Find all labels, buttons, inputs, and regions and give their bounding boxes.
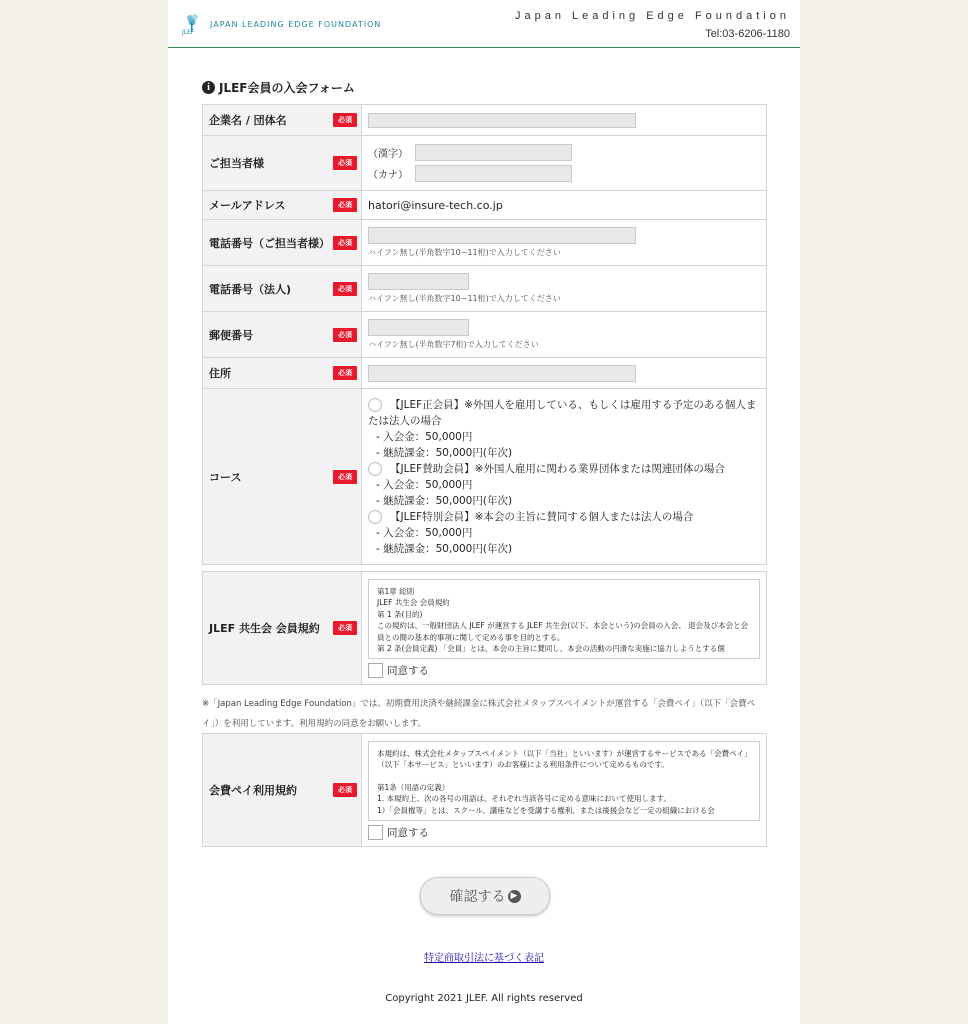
- kana-label: （カナ）: [368, 170, 408, 181]
- contact-kana-input[interactable]: [415, 165, 572, 182]
- row-member-terms: [203, 572, 767, 685]
- logo[interactable]: [182, 12, 381, 36]
- signup-form-table: [202, 104, 767, 565]
- row-pay-terms: [203, 734, 767, 847]
- course-support-title: 【JLEF賛助会員】※外国人雇用に関わる業界団体または関連団体の場合: [390, 462, 725, 475]
- row-contact: [203, 136, 767, 191]
- required-badge: 必須: [333, 470, 357, 484]
- arrow-right-icon: ▶: [508, 890, 521, 903]
- member-terms-agree-label: 同意する: [387, 664, 429, 677]
- logo-text: JAPAN LEADING EDGE FOUNDATION: [210, 19, 382, 29]
- course-option-special[interactable]: [368, 509, 760, 525]
- page: [168, 0, 800, 1024]
- row-course: [203, 389, 767, 565]
- form-title: [202, 79, 355, 96]
- required-badge: 必須: [333, 366, 357, 380]
- required-badge: 必須: [333, 236, 357, 250]
- row-address: [203, 358, 767, 389]
- email-label: メールアドレス: [209, 199, 286, 212]
- phone-corp-hint: ハイフン無し(半角数字10~11桁)で入力してください: [368, 294, 561, 303]
- member-terms-label: JLEF 共生会 会員規約: [209, 622, 320, 635]
- required-badge: 必須: [333, 621, 357, 635]
- phone-number: Tel:03-6206-1180: [705, 28, 790, 40]
- form-title-text: JLEF会員の入会フォーム: [219, 81, 355, 95]
- address-input[interactable]: [368, 365, 636, 382]
- pay-terms-line: 1）「会員権等」とは、スクール、講座などを受講する権利、または後援会など一定の組織における会: [377, 805, 715, 815]
- radio-special[interactable]: [368, 510, 382, 524]
- pay-terms-table: [202, 733, 767, 847]
- contact-label: ご担当者様: [209, 157, 264, 170]
- course-option-regular[interactable]: [368, 397, 760, 429]
- course-special-title: 【JLEF特別会員】※本会の主旨に賛同する個人または法人の場合: [390, 510, 694, 523]
- postal-hint: ハイフン無し(半角数字7桁)で入力してください: [368, 340, 539, 349]
- kanji-label: （漢字）: [368, 149, 408, 160]
- phone-contact-label: 電話番号（ご担当者様）: [209, 236, 330, 250]
- phone-corp-label: 電話番号（法人): [209, 282, 292, 296]
- confirm-button-label: 確認する: [449, 889, 506, 905]
- member-terms-agree[interactable]: [368, 663, 760, 678]
- required-badge: 必須: [333, 113, 357, 127]
- company-input[interactable]: [368, 113, 636, 128]
- commercial-law-link[interactable]: 特定商取引法に基づく表記: [424, 953, 544, 964]
- course-special-fee1: - 入会金：50,000円: [376, 526, 473, 539]
- course-label: コース: [209, 470, 242, 484]
- member-terms-line: 第1章 総則: [377, 586, 415, 596]
- member-terms-line: この規約は、一般財団法人 JLEF が運営する JLEF 共生会(以下、本会という)の会員の入会、 退会及び本会と会員との間の基本的事項に関して定める事を目的とする。: [377, 621, 749, 642]
- required-badge: 必須: [333, 783, 357, 797]
- member-terms-line: 第 1 条(目的): [377, 609, 423, 619]
- postal-input[interactable]: [368, 319, 469, 336]
- pay-terms-agree[interactable]: [368, 825, 760, 840]
- address-label: 住所: [209, 367, 231, 380]
- pay-terms-label: 会費ペイ利用規約: [209, 784, 297, 797]
- pay-terms-agree-label: 同意する: [387, 826, 429, 839]
- required-badge: 必須: [333, 282, 357, 296]
- member-terms-line: JLEF 共生会 会員規約: [377, 598, 450, 607]
- row-phone-corp: [203, 266, 767, 312]
- member-terms-table: [202, 571, 767, 685]
- required-badge: 必須: [333, 156, 357, 170]
- row-postal: [203, 312, 767, 358]
- pay-terms-line: 第1条（用語の定義）: [377, 782, 450, 792]
- company-label: 企業名 / 団体名: [209, 114, 287, 127]
- course-regular-title: 【JLEF正会員】※外国人を雇用している、もしくは雇用する予定のある個人または法人の場合: [368, 398, 757, 427]
- phone-contact-input[interactable]: [368, 227, 636, 244]
- member-terms-checkbox[interactable]: [368, 663, 383, 678]
- confirm-button[interactable]: [420, 877, 550, 915]
- phone-contact-hint: ハイフン無し(半角数字10~11桁)で入力してください: [368, 248, 561, 257]
- email-value[interactable]: hatori@insure-tech.co.jp: [368, 198, 503, 212]
- contact-kanji-input[interactable]: [415, 144, 572, 161]
- payment-note: ※「Japan Leading Edge Foundation」では、初期費用決済や継続課金に株式会社メタップスペイメントが運営する「会費ペイ」（以下「会費ペイ」）を利用しています。利用規約の同意をお願いします。: [202, 699, 756, 729]
- member-terms-box[interactable]: [368, 579, 760, 659]
- course-regular-fee1: - 入会金：50,000円: [376, 430, 473, 443]
- org-name: Japan Leading Edge Foundation: [514, 10, 790, 22]
- required-badge: 必須: [333, 198, 357, 212]
- site-header: [168, 0, 800, 48]
- row-email: [203, 191, 767, 220]
- pay-terms-line: 1. 本規約上、次の各号の用語は、それぞれ当該各号に定める意味において使用します。: [377, 794, 671, 803]
- phone-corp-input[interactable]: [368, 273, 469, 290]
- course-support-fee1: - 入会金：50,000円: [376, 478, 473, 491]
- course-special-fee2: - 継続課金：50,000円(年次): [376, 542, 513, 555]
- course-regular-fee2: - 継続課金：50,000円(年次): [376, 446, 513, 459]
- course-option-support[interactable]: [368, 461, 760, 477]
- member-terms-line: 第 2 条(会員定義) 「会員」とは、本会の主旨に賛同し、本会の活動の円滑な実施に協力しようとする個: [377, 644, 725, 653]
- radio-support[interactable]: [368, 462, 382, 476]
- tree-logo-icon: [182, 12, 204, 36]
- copyright: Copyright 2021 JLEF. All rights reserved: [385, 993, 583, 1004]
- row-phone-contact: [203, 220, 767, 266]
- postal-label: 郵便番号: [209, 328, 253, 342]
- pay-terms-line: [377, 771, 751, 782]
- pay-terms-line: 本規約は、株式会社メタップスペイメント（以下「当社」といいます）が運営するサービスである「会費ペイ」（以下「本サービス」といいます）のお客様による利用条件について定めるものです。: [377, 748, 748, 769]
- pay-terms-box[interactable]: [368, 741, 760, 821]
- info-icon: i: [202, 81, 215, 94]
- radio-regular[interactable]: [368, 398, 382, 412]
- required-badge: 必須: [333, 328, 357, 342]
- course-support-fee2: - 継続課金：50,000円(年次): [376, 494, 513, 507]
- logo-sub-text: JLEF: [182, 29, 195, 36]
- row-company: [203, 105, 767, 136]
- pay-terms-checkbox[interactable]: [368, 825, 383, 840]
